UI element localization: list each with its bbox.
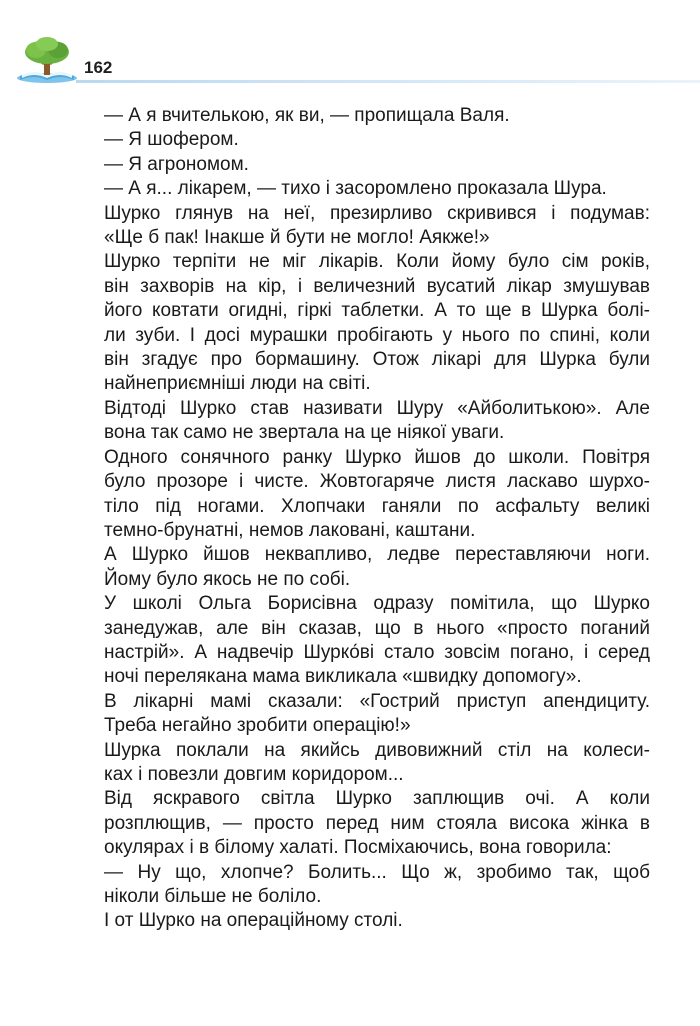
text-line: «Ще б пак! Інакше й бути не могло! Аякже!»: [104, 227, 490, 249]
text-line: В лікарні мамі сказали: «Гострий приступ апендициту.: [104, 690, 650, 712]
paragraph: [104, 592, 650, 690]
paragraph: [104, 250, 650, 396]
paragraph: [104, 787, 650, 860]
text-line: Шурко глянув на неї, презирливо скривився і подумав:: [104, 202, 650, 224]
text-line: Треба негайно зробити операцію!»: [104, 715, 411, 737]
paragraph: [104, 861, 650, 910]
text-line: Одного сонячного ранку Шурко йшов до школи. Повітря: [104, 446, 650, 468]
text-line: — Я шофером.: [104, 129, 239, 151]
text-line: — Ну що, хлопче? Болить... Що ж, зробимо так, щоб: [104, 861, 650, 883]
text-line: ках і повезли довгим коридором...: [104, 763, 404, 785]
text-line: ніколи більше не боліло.: [104, 886, 322, 907]
text-line: його ковтати огидні, гіркі таблетки. А то ще в Шурка болі-: [104, 300, 650, 322]
header-rule: [76, 80, 700, 83]
paragraph: [104, 104, 650, 128]
text-line: У школі Ольга Борисівна одразу помітила, що Шурко: [104, 593, 650, 615]
text-line: найнеприємніші люди на світі.: [104, 373, 371, 395]
text-line: він згадує про бормашину. Отож лікарі для Шурка були: [104, 349, 650, 371]
text-line: — А я вчителькою, як ви, — пропищала Валя.: [104, 105, 510, 126]
story-text: [104, 104, 650, 934]
text-line: тіло під ногами. Хлопчаки ганяли по асфальту великі: [104, 495, 650, 517]
text-line: Відтоді Шурко став називати Шуру «Айболитькою». Але: [104, 397, 650, 419]
text-line: А Шурко йшов неквапливо, ледве переставляючи ноги.: [104, 544, 650, 566]
paragraph: [104, 177, 650, 201]
text-line: занедужав, але він сказав, що в нього «просто поганий: [104, 617, 650, 639]
text-line: — Я агрономом.: [104, 153, 249, 175]
page-header: [0, 0, 700, 100]
paragraph: [104, 446, 650, 544]
paragraph: [104, 543, 650, 592]
paragraph: [104, 153, 650, 177]
text-line: настрій». А надвечір Шурко́ві стало зовсім погано, і серед: [104, 641, 650, 663]
text-line: Шурко терпіти не міг лікарів. Коли йому було сім років,: [104, 251, 650, 273]
paragraph: [104, 397, 650, 446]
text-line: темно-брунатні, немов лаковані, каштани.: [104, 519, 476, 541]
text-line: вона так само не звертала на це ніякої уваги.: [104, 422, 505, 444]
text-line: Від яскравого світла Шурко заплющив очі. А коли: [104, 788, 650, 810]
text-line: окулярах і в білому халаті. Посміхаючись, вона говорила:: [104, 837, 612, 859]
text-line: розплющив, — просто перед ним стояла висока жінка в: [104, 812, 650, 834]
text-line: Йому було якось не по собі.: [104, 568, 351, 590]
text-line: ли зуби. І досі мурашки пробігають у нього по спині, коли: [104, 324, 650, 346]
paragraph: [104, 909, 650, 933]
text-line: було прозоре і чисте. Жовтогаряче листя ласкаво шурхо-: [104, 471, 650, 493]
page-number: 162: [84, 58, 113, 77]
paragraph: [104, 128, 650, 152]
text-line: він захворів на кір, і величезний вусатий лікар змушував: [104, 275, 650, 297]
text-line: Шурка поклали на якийсь дивовижний стіл на колеси-: [104, 739, 650, 761]
book-tree-icon: [14, 34, 80, 84]
text-line: ночі перелякана мама викликала «швидку допомогу».: [104, 666, 582, 688]
paragraph: [104, 202, 650, 251]
paragraph: [104, 690, 650, 739]
paragraph: [104, 739, 650, 788]
text-line: І от Шурко на операційному столі.: [104, 910, 403, 932]
text-line: — А я... лікарем, — тихо і засоромлено проказала Шура.: [104, 178, 607, 200]
